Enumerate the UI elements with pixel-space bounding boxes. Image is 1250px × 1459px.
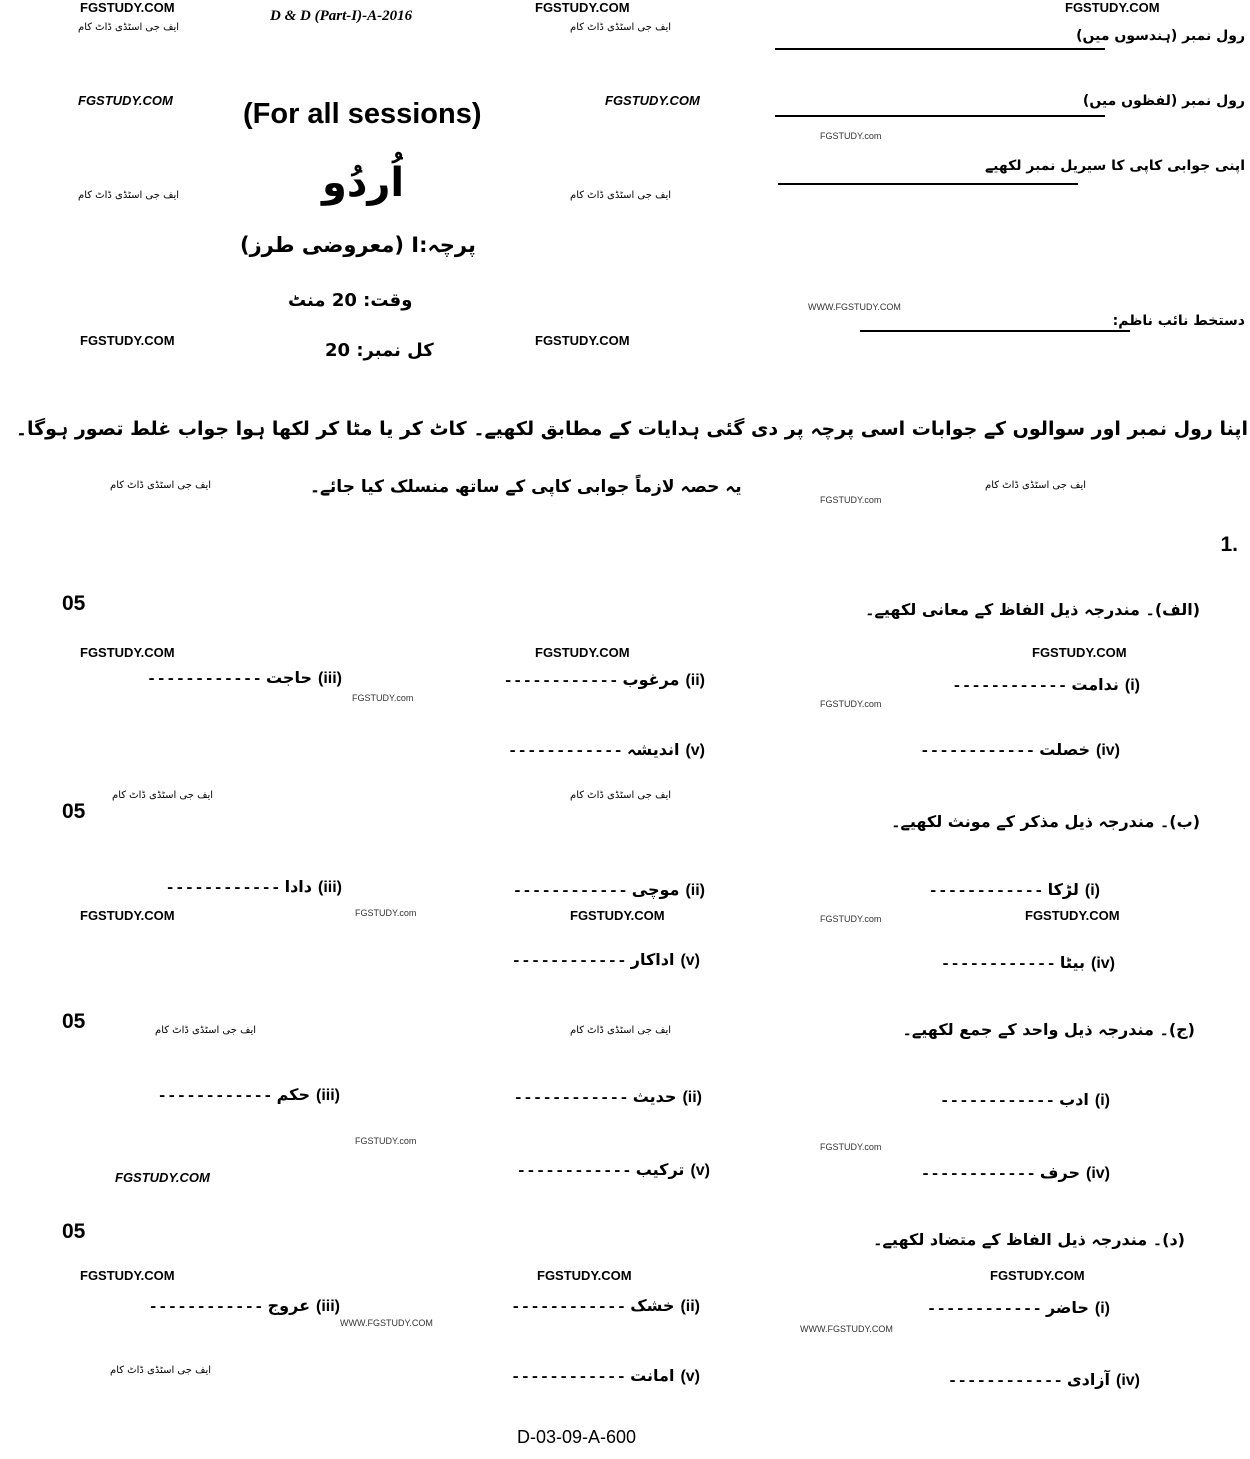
answer-item: (iii)عروج------------: [148, 1296, 340, 1316]
section-marks: 05: [62, 1010, 86, 1033]
answer-copy-serial-field[interactable]: [778, 183, 1078, 185]
answer-blank[interactable]: ------------: [510, 1368, 627, 1386]
answer-item: (iii)دادا------------: [165, 877, 342, 897]
answer-item: (i)حاضر------------: [926, 1298, 1110, 1318]
section-heading: (ج)۔ مندرجہ ذیل واحد کے جمع لکھیے۔: [902, 1020, 1195, 1039]
watermark: WWW.FGSTUDY.COM: [808, 302, 901, 312]
time-allowed: وقت: 20 منٹ: [288, 290, 413, 311]
answer-blank[interactable]: ------------: [940, 955, 1056, 973]
watermark: FGSTUDY.COM: [1065, 0, 1160, 15]
roll-number-digits-label: رول نمبر (ہندسوں میں): [1076, 28, 1245, 44]
section-heading: (الف)۔ مندرجہ ذیل الفاظ کے معانی لکھیے۔: [865, 600, 1200, 619]
answer-item: (v)ترکیب------------: [516, 1160, 710, 1180]
watermark: FGSTUDY.COM: [1032, 645, 1127, 660]
section-marks: 05: [62, 592, 86, 615]
answer-blank[interactable]: ------------: [926, 1300, 1042, 1318]
answer-item: (ii)خشک------------: [511, 1296, 700, 1316]
paper-type: پرچہ:I (معروضی طرز): [240, 233, 476, 257]
watermark: FGSTUDY.com: [820, 495, 882, 505]
watermark: FGSTUDY.COM: [80, 333, 175, 348]
answer-blank[interactable]: ------------: [146, 670, 262, 688]
watermark: FGSTUDY.COM: [78, 93, 173, 108]
section-heading: (د)۔ مندرجہ ذیل الفاظ کے متضاد لکھیے۔: [873, 1230, 1185, 1249]
answer-item: (i)ندامت------------: [952, 675, 1140, 695]
watermark: ایف جی اسٹڈی ڈاٹ کام: [112, 790, 214, 801]
answer-item: (i)لڑکا------------: [928, 880, 1100, 900]
answer-item: (ii)حدیث------------: [513, 1087, 702, 1107]
question-number: 1.: [1220, 533, 1238, 556]
section-marks: 05: [62, 1220, 86, 1243]
watermark: FGSTUDY.COM: [535, 0, 630, 15]
roll-number-words-label: رول نمبر (لفظوں میں): [1082, 93, 1245, 109]
answer-blank[interactable]: ------------: [947, 1372, 1063, 1390]
section-marks: 05: [62, 800, 86, 823]
roll-number-words-field[interactable]: [775, 115, 1105, 117]
paper-code: D & D (Part-I)-A-2016: [270, 8, 413, 24]
answer-blank[interactable]: ------------: [920, 742, 1036, 760]
answer-blank[interactable]: ------------: [513, 1089, 629, 1107]
answer-blank[interactable]: ------------: [516, 1162, 632, 1180]
answer-blank[interactable]: ------------: [512, 882, 628, 900]
watermark: ایف جی اسٹڈی ڈاٹ کام: [985, 480, 1087, 491]
watermark: FGSTUDY.COM: [605, 93, 700, 108]
answer-blank[interactable]: ------------: [503, 672, 619, 690]
answer-blank[interactable]: ------------: [920, 1165, 1036, 1183]
answer-item: (iv)بیٹا------------: [940, 953, 1115, 973]
answer-item: (v)اندیشہ------------: [507, 740, 705, 760]
watermark: ایف جی اسٹڈی ڈاٹ کام: [78, 190, 180, 201]
answer-blank[interactable]: ------------: [165, 879, 281, 897]
roll-number-digits-field[interactable]: [775, 48, 1105, 50]
answer-blank[interactable]: ------------: [939, 1092, 1056, 1110]
answer-item: (i)ادب------------: [939, 1090, 1110, 1110]
watermark: FGSTUDY.com: [355, 908, 417, 918]
watermark: FGSTUDY.COM: [570, 908, 665, 923]
answer-item: (v)اداکار------------: [511, 950, 700, 970]
answer-blank[interactable]: ------------: [928, 882, 1044, 900]
total-marks: کل نمبر: 20: [325, 340, 434, 361]
watermark: FGSTUDY.COM: [535, 333, 630, 348]
instructions-line-2: یہ حصہ لازماً جوابی کاپی کے ساتھ منسلک کیا جائے۔: [310, 477, 742, 497]
watermark: ایف جی اسٹڈی ڈاٹ کام: [570, 22, 672, 33]
watermark: ایف جی اسٹڈی ڈاٹ کام: [570, 190, 672, 201]
watermark: ایف جی اسٹڈی ڈاٹ کام: [155, 1025, 257, 1036]
answer-blank[interactable]: ------------: [511, 1298, 627, 1316]
watermark: FGSTUDY.COM: [535, 645, 630, 660]
answer-blank[interactable]: ------------: [952, 677, 1068, 695]
watermark: ایف جی اسٹڈی ڈاٹ کام: [78, 22, 180, 33]
watermark: WWW.FGSTUDY.COM: [340, 1318, 433, 1328]
watermark: FGSTUDY.com: [820, 699, 882, 709]
watermark: FGSTUDY.com: [355, 1136, 417, 1146]
watermark: FGSTUDY.COM: [80, 1268, 175, 1283]
watermark: FGSTUDY.com: [352, 693, 414, 703]
answer-item: (iv)حرف------------: [920, 1163, 1110, 1183]
sessions-title: (For all sessions): [243, 98, 482, 130]
answer-item: (iii)حاجت------------: [146, 668, 342, 688]
watermark: FGSTUDY.COM: [990, 1268, 1085, 1283]
watermark: FGSTUDY.com: [820, 1142, 882, 1152]
signature-field[interactable]: [860, 330, 1130, 332]
answer-item: (v)امانت------------: [510, 1366, 700, 1386]
answer-blank[interactable]: ------------: [157, 1087, 273, 1105]
answer-item: (ii)مرغوب------------: [503, 670, 705, 690]
watermark: ایف جی اسٹڈی ڈاٹ کام: [110, 1365, 212, 1376]
subject-title: اُردُو: [322, 160, 405, 206]
footer-code: D-03-09-A-600: [517, 1427, 637, 1447]
answer-blank[interactable]: ------------: [148, 1298, 264, 1316]
answer-item: (iv)آزادی------------: [947, 1370, 1140, 1390]
watermark: FGSTUDY.COM: [80, 908, 175, 923]
answer-item: (ii)موچی------------: [512, 880, 705, 900]
answer-item: (iv)خصلت------------: [920, 740, 1120, 760]
answer-blank[interactable]: ------------: [511, 952, 627, 970]
watermark: ایف جی اسٹڈی ڈاٹ کام: [570, 790, 672, 801]
signature-label: دستخط نائب ناظم:: [1112, 313, 1245, 329]
watermark: FGSTUDY.COM: [115, 1170, 210, 1185]
watermark: ایف جی اسٹڈی ڈاٹ کام: [110, 480, 212, 491]
section-heading: (ب)۔ مندرجہ ذیل مذکر کے مونث لکھیے۔: [891, 812, 1200, 831]
watermark: FGSTUDY.COM: [537, 1268, 632, 1283]
watermark: FGSTUDY.com: [820, 914, 882, 924]
watermark: ایف جی اسٹڈی ڈاٹ کام: [570, 1025, 672, 1036]
watermark: FGSTUDY.COM: [80, 0, 175, 15]
answer-copy-serial-label: اپنی جوابی کاپی کا سیریل نمبر لکھیے: [984, 158, 1245, 174]
answer-blank[interactable]: ------------: [507, 742, 624, 760]
watermark: FGSTUDY.COM: [1025, 908, 1120, 923]
watermark: FGSTUDY.COM: [80, 645, 175, 660]
watermark: WWW.FGSTUDY.COM: [800, 1324, 893, 1334]
answer-item: (iii)حکم------------: [157, 1085, 340, 1105]
watermark: FGSTUDY.com: [820, 131, 882, 141]
instructions-line-1: اپنا رول نمبر اور سوالوں کے جوابات اسی پرچہ پر دی گئی ہدایات کے مطابق لکھیے۔ کاٹ کر یا مٹا کر لکھا ہوا جواب غلط تصور ہوگا۔: [15, 418, 1248, 440]
